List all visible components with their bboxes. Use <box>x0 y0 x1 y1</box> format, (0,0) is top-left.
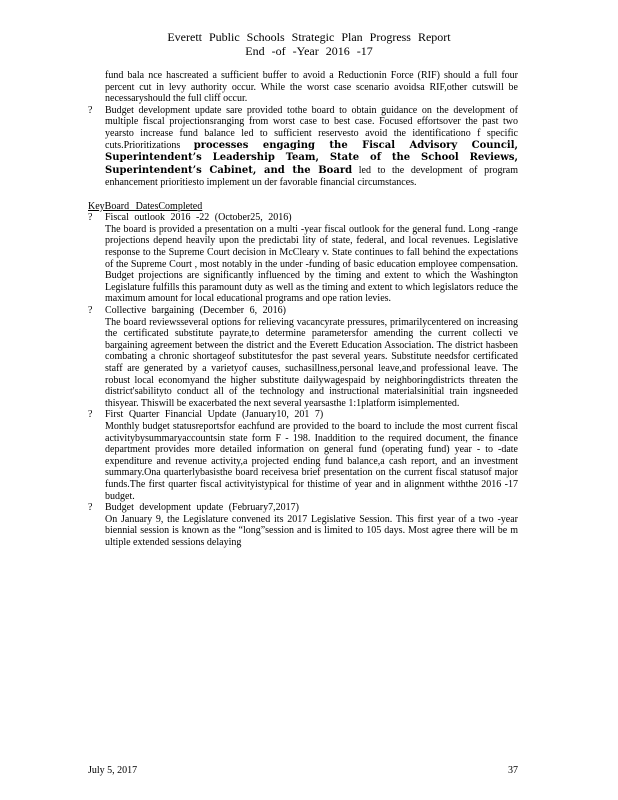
list-item <box>88 305 518 409</box>
item-title: Fiscal outlook 2016 -22 (October25, 2016) <box>105 212 292 224</box>
bullet-marker: ? <box>88 409 93 421</box>
section-heading: KeyBoard DatesCompleted <box>88 200 203 212</box>
list-item <box>88 502 518 548</box>
report-header <box>0 30 618 58</box>
item-body: The board reviewsseveral options for relieving vacancyrate pressures, primarilycentered on increasing the certificated substitute payrate,to determine parametersfor amending the current collecti ve bargaining agreement between the district and the Everett Education Association. The district hasbeen combating a chronic shortageof substitutesfor the past several years. Substitute needsfor certificated staff are generated by a varietyof causes, suchasillness,personal leave,and professional leave. The robust local economyand the higher substitute dailywagespaid by neighboringdistricts threaten the district'sabilityto conduct all of the technology and instructional materialsinitial train ingsneeded thisyear. Thiswill be exacerbated the next several yearsasthe 1:1platform isimplemented. <box>105 316 518 409</box>
budget-text-before: Budget development update sare provided tothe board to obtain guidance on the development of multiple fiscal projectionsranging from worst case to best case. Focused effortsover the past two yearsto increase fund balance led to sufficient reservesto avoid the identificationo f specific cuts.Prioritizations <box>105 104 518 151</box>
page-body <box>88 70 518 548</box>
item-body: Monthly budget statusreportsfor eachfund are provided to the board to include the most current fiscal activitybysummaryaccountsin state form F - 198. Inaddition to the required document, the finance department provides more detailed information on general fund (operating fund) year - to -date expenditure and revenue activity,a projected ending fund balance,a cash report, and an investment summary.Ona quarterlybasisthe board receivesa brief presentation on the current fiscal statusof major funds.The first quarter fiscal activityistypical for thistime of year and in alignment withthe 2016 -17 budget. <box>105 420 518 502</box>
bullet-marker: ? <box>88 502 93 514</box>
item-body: On January 9, the Legislature convened its 2017 Legislative Session. This first year of a two -year biennial session is known as the “long”session and is limited to 105 days. Most agree there will be m ultiple extended sessions delaying <box>105 513 518 548</box>
bullet-marker: ? <box>88 104 93 116</box>
intro-paragraph: fund bala nce hascreated a sufficient buffer to avoid a Reductionin Force (RIF) should a full four percent cut in levy authority occur. While the worst case scenario avoidsa RIF,other cutswill be necessaryshould the full cliff occur. <box>105 70 518 105</box>
bullet-marker: ? <box>88 212 93 224</box>
report-title: Everett Public Schools Strategic Plan Progress Report <box>167 30 451 44</box>
budget-text-after: led to the development of program enhancement prioritiesto implement un der favorable financial circumstances. <box>105 164 518 189</box>
page-number: 37 <box>508 765 518 776</box>
report-subtitle: End -of -Year 2016 -17 <box>245 44 373 58</box>
item-title: Budget development update (February7,2017) <box>105 502 299 514</box>
item-title: Collective bargaining (December 6, 2016) <box>105 305 286 316</box>
footer-date: July 5, 2017 <box>88 765 138 776</box>
budget-bullet <box>88 105 518 189</box>
item-body-text: The board is provided a presentation on a multi -year fiscal outlook for the general fund. Long -range projections depend heavily upon the predictabi lity of state, federal, and local revenues. Legislative response to the Supreme Court decision in McCleary v. State continues to fall behind the expectations of the Supreme Court , most notably in the under -funding of basic education employee compensation. Budget projections are significantly influenced by the timing and extent to which the Washington Legislature fulfills this paramount duty as well as the timing and extent to which legislators reduce the maximum amount for local educational programs and ope ration levies. <box>105 223 518 305</box>
budget-bold-text: processes engaging the Fiscal Advisory Council, Superintendent’s Leadership Team, State of the School Reviews, Superintendent’s Cabinet, and the Board <box>105 139 518 176</box>
list-item <box>88 212 518 305</box>
item-body <box>105 224 518 305</box>
list-item <box>88 409 518 502</box>
bullet-marker: ? <box>88 305 93 316</box>
item-title: First Quarter Financial Update (January10, 201 7) <box>105 409 324 421</box>
